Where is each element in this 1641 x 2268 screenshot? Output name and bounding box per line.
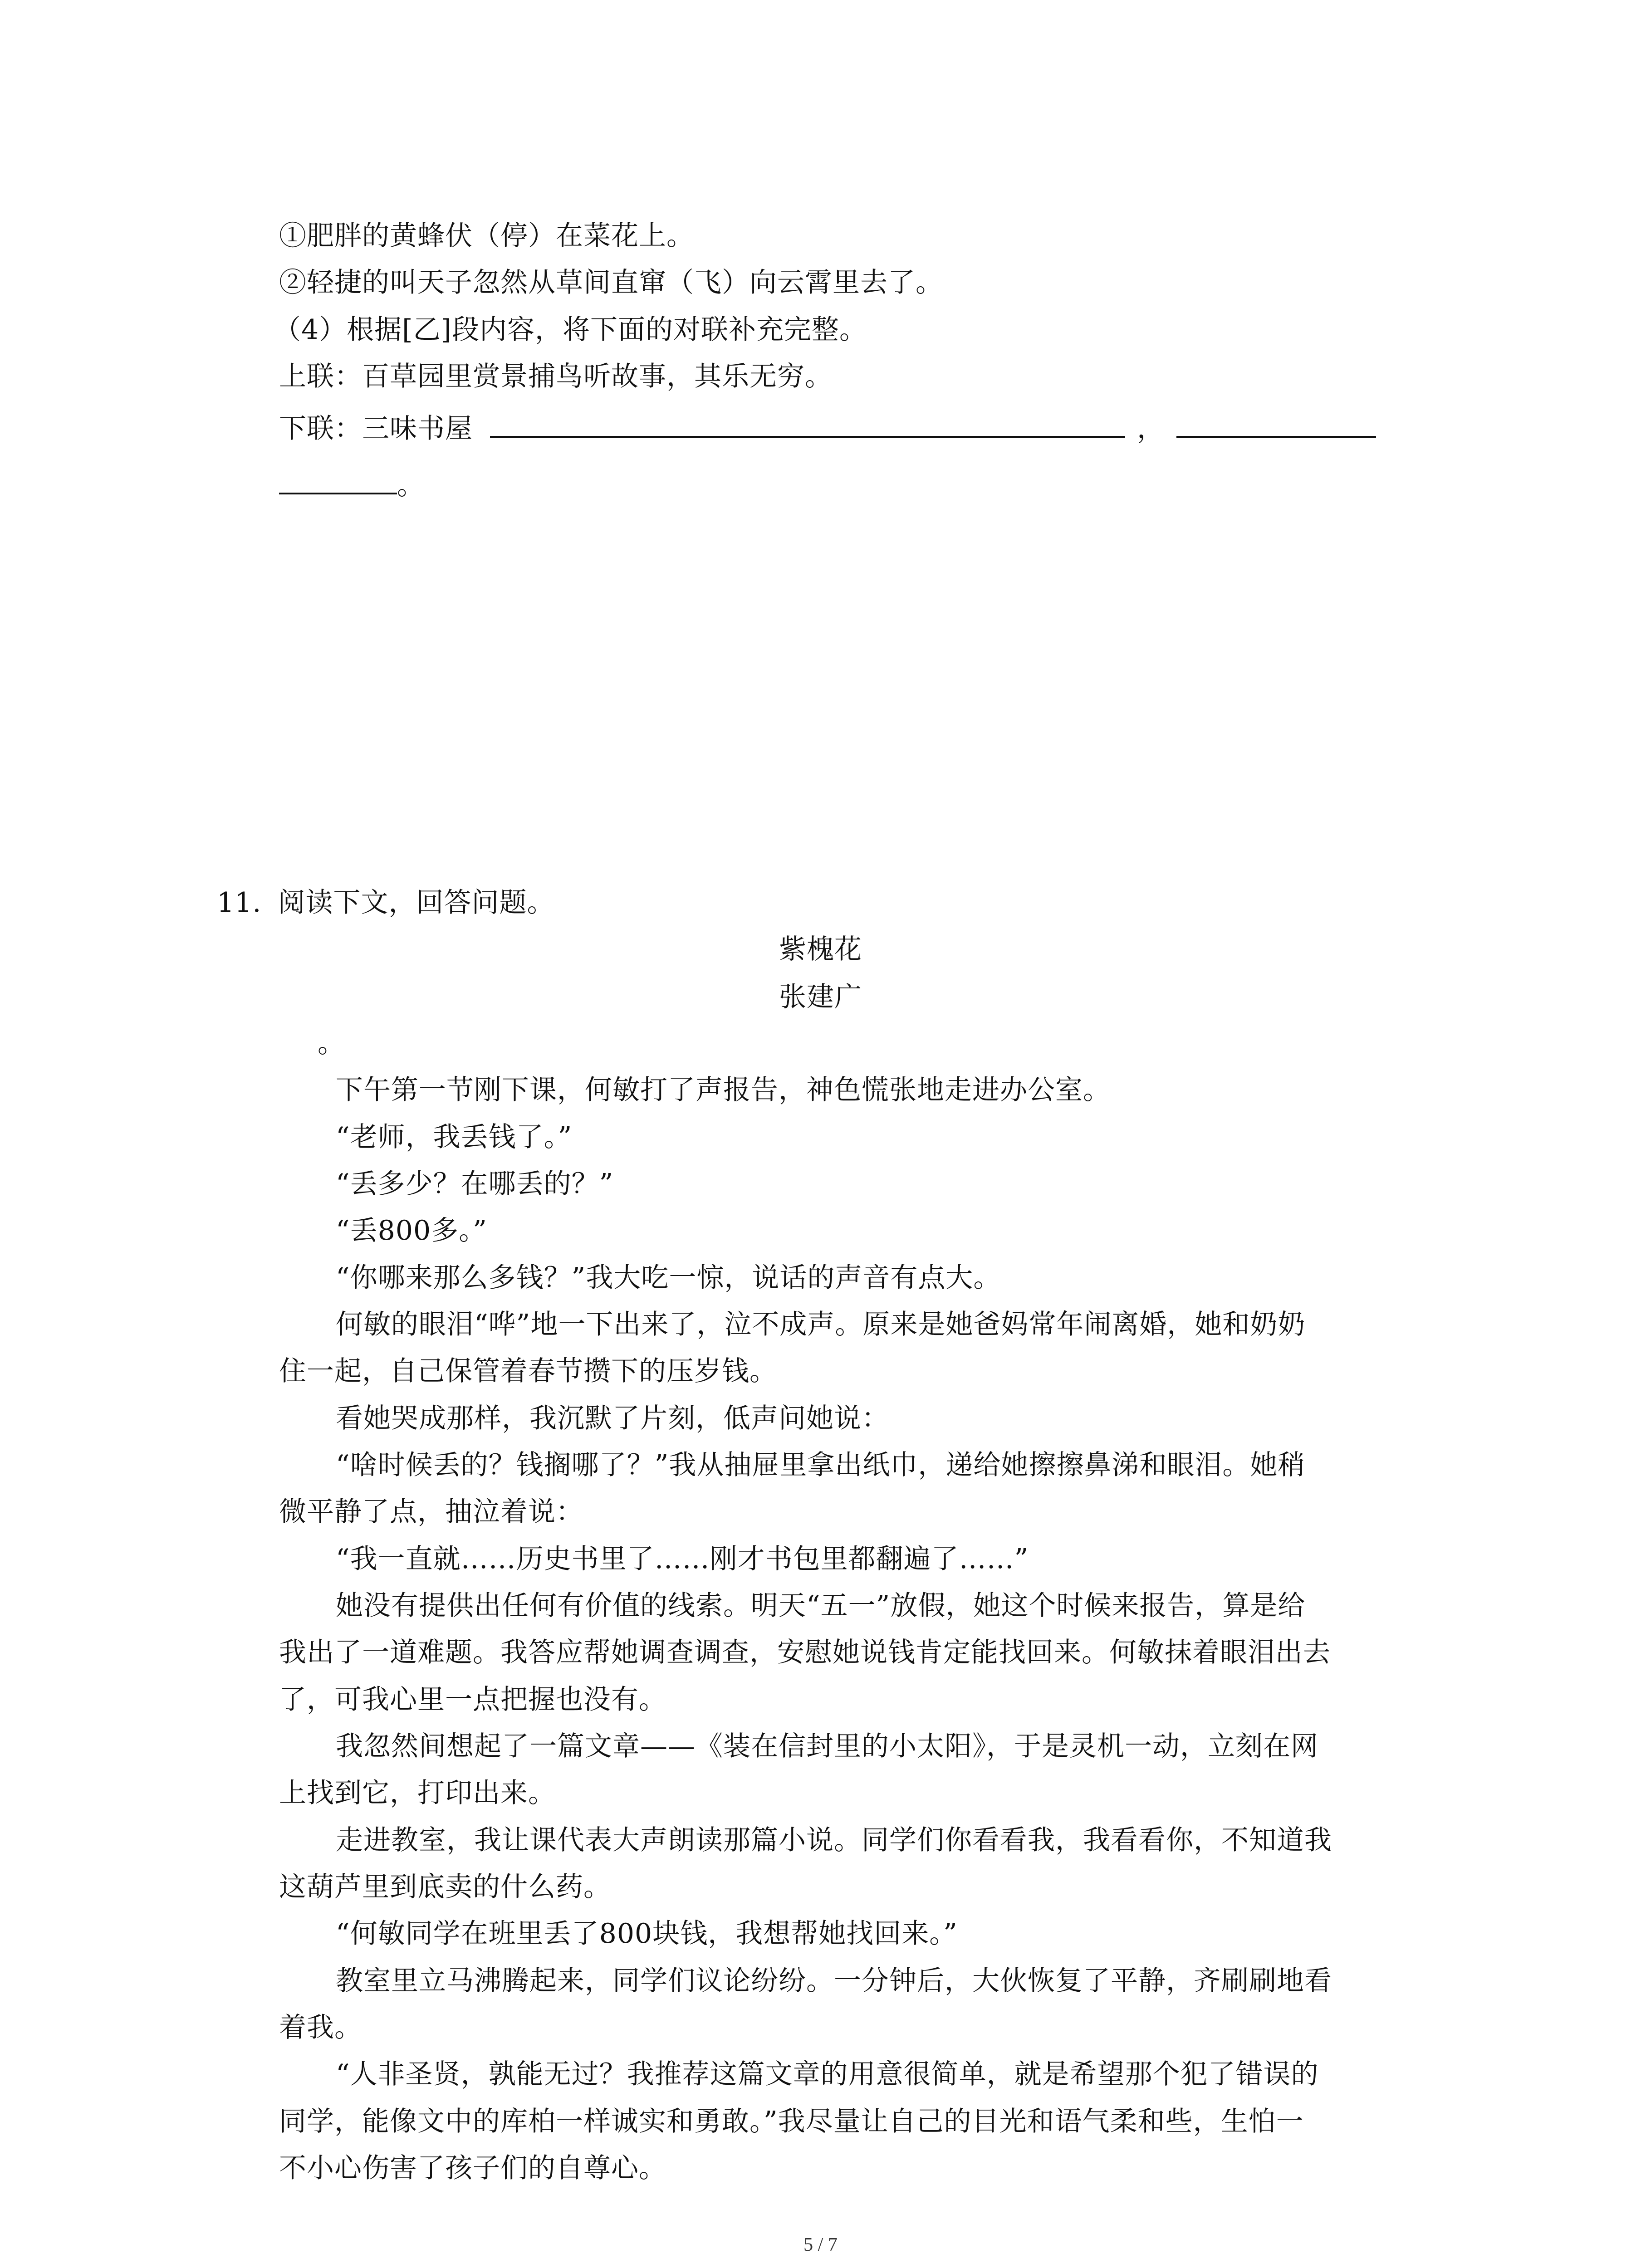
comma: ，	[1137, 413, 1165, 445]
answer-blank-3[interactable]	[279, 467, 397, 494]
paragraph-line: 住一起，自己保管着春节攒下的压岁钱。	[279, 1355, 777, 1387]
lead-mark: 。	[318, 1027, 345, 1059]
period: 。	[397, 469, 425, 501]
paragraph-line: 下午第一节刚下课，何敏打了声报告，神色慌张地走进办公室。	[336, 1074, 1111, 1106]
sentence-2: ②轻捷的叫天子忽然从草间直窜（飞）向云霄里去了。	[279, 267, 943, 298]
paragraph-line: 了，可我心里一点把握也没有。	[279, 1684, 666, 1716]
lower-couplet-prefix: 下联：三味书屋	[279, 413, 473, 445]
sentence-1: ①肥胖的黄蜂伏（停）在菜花上。	[279, 220, 694, 252]
page-number: 5 / 7	[803, 2234, 838, 2255]
answer-blank-1[interactable]	[490, 411, 1125, 438]
upper-couplet: 上联：百草园里赏景捕鸟听故事，其乐无穷。	[279, 361, 833, 392]
paragraph-line: “人非圣贤，孰能无过？我推荐这篇文章的用意很简单，就是希望那个犯了错误的	[336, 2058, 1319, 2090]
question-11	[217, 887, 555, 919]
paragraph-line: 这葫芦里到底卖的什么药。	[279, 1871, 611, 1903]
paragraph-line: “丢800多。”	[336, 1215, 487, 1246]
question-number: 11.	[217, 887, 262, 919]
paragraph-line: 何敏的眼泪“哗”地一下出来了，泣不成声。原来是她爸妈常年闹离婚，她和奶奶	[336, 1309, 1306, 1340]
paragraph-line: “我一直就……历史书里了……刚才书包里都翻遍了……”	[336, 1543, 1029, 1575]
article-title: 紫槐花	[779, 934, 862, 965]
paragraph-line: 同学，能像文中的库柏一样诚实和勇敢。”我尽量让自己的目光和语气柔和些，生怕一	[279, 2106, 1304, 2137]
paragraph-line: 我忽然间想起了一篇文章——《装在信封里的小太阳》，于是灵机一动，立刻在网	[336, 1730, 1318, 1762]
lower-couplet	[279, 411, 1376, 445]
paragraph-line: 上找到它，打印出来。	[279, 1777, 556, 1809]
paragraph-line: 微平静了点，抽泣着说：	[279, 1496, 583, 1528]
answer-blank-2[interactable]	[1176, 411, 1376, 438]
paragraph-line: “老师，我丢钱了。”	[336, 1121, 573, 1153]
lower-couplet-continuation	[279, 467, 425, 499]
paragraph-line: “丢多少？在哪丢的？”	[336, 1168, 614, 1200]
paragraph-line: “你哪来那么多钱？”我大吃一惊，说话的声音有点大。	[336, 1262, 1001, 1294]
paragraph-line: 她没有提供出任何有价值的线索。明天“五一”放假，她这个时候来报告，算是给	[336, 1590, 1306, 1622]
paragraph-line: 着我。	[279, 2012, 362, 2043]
paragraph-line: 不小心伤害了孩子们的自尊心。	[279, 2152, 666, 2184]
paragraph-line: 走进教室，我让课代表大声朗读那篇小说。同学们你看看我，我看看你，不知道我	[336, 1824, 1332, 1856]
paragraph-line: “何敏同学在班里丢了800块钱，我想帮她找回来。”	[336, 1918, 958, 1950]
paragraph-line: 教室里立马沸腾起来，同学们议论纷纷。一分钟后，大伙恢复了平静，齐刷刷地看	[336, 1965, 1332, 1997]
paragraph-line: 看她哭成那样，我沉默了片刻，低声问她说：	[336, 1403, 889, 1434]
question-4: （4）根据[乙]段内容，将下面的对联补充完整。	[274, 314, 867, 346]
question-instruction: 阅读下文，回答问题。	[278, 887, 555, 919]
paragraph-line: 我出了一道难题。我答应帮她调查调查，安慰她说钱肯定能找回来。何敏抹着眼泪出去	[279, 1637, 1331, 1668]
article-author: 张建广	[779, 981, 862, 1013]
paragraph-line: “啥时候丢的？钱搁哪了？”我从抽屉里拿出纸巾，递给她擦擦鼻涕和眼泪。她稍	[336, 1449, 1306, 1481]
